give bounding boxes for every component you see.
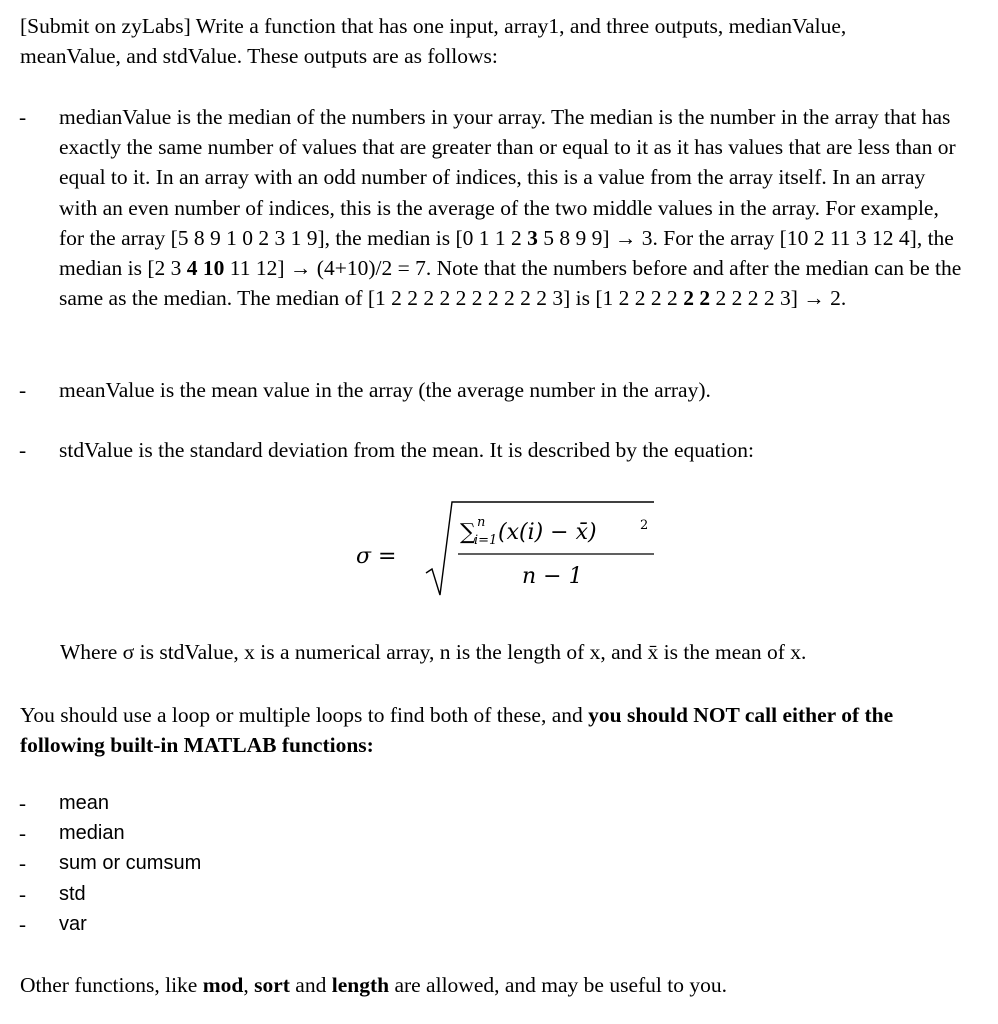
bullet-dash: - bbox=[19, 438, 27, 462]
other-bold-sort: sort bbox=[254, 973, 290, 997]
list-item bbox=[19, 788, 419, 818]
intro-paragraph bbox=[20, 11, 980, 71]
list-item bbox=[19, 879, 419, 909]
function-name: var bbox=[59, 912, 87, 935]
other-sep-2: and bbox=[289, 973, 332, 997]
summation-lower: i=1 bbox=[474, 533, 498, 548]
median-text-a: medianValue is the median of the numbers in your array. The median is the number in the array that has exactly the same number of values that are greater than or equal to it as it has values that are less than or equal to it. In an array with an odd number of indices, this is a value from the array itself. In an array with an even number of indices, this is the average of the two middle values in the array. For example, for the array [5 8 9 1 0 2 3 1 9], the median is [0 1 1 2 bbox=[59, 105, 956, 250]
list-item bbox=[19, 909, 419, 939]
intro-line-1: [Submit on zyLabs] Write a function that has one input, array1, and three outputs, medianValue, bbox=[20, 14, 847, 38]
bullet-dash: - bbox=[19, 851, 26, 876]
mean-description: meanValue is the mean value in the array (the average number in the array). bbox=[59, 378, 711, 402]
other-functions-paragraph bbox=[20, 970, 980, 1000]
median-description bbox=[59, 102, 964, 313]
summation-upper: n bbox=[477, 515, 486, 530]
equation-lhs: σ = bbox=[356, 544, 397, 569]
where-paragraph: Where σ is stdValue, x is a numerical array, n is the length of x, and x̄ is the mean of x. bbox=[60, 640, 807, 664]
function-name: std bbox=[59, 882, 86, 905]
function-name: median bbox=[59, 822, 125, 845]
list-item bbox=[19, 818, 419, 848]
loops-text: You should use a loop or multiple loops to find both of these, and bbox=[20, 703, 589, 727]
loops-bold: you should NOT call either of the following built-in MATLAB functions: bbox=[20, 703, 894, 758]
median-text-b: 5 8 9 9] → 3. For the array [10 2 11 3 12 4], the median is [2 3 bbox=[59, 225, 954, 281]
median-bold-3: 2 2 bbox=[683, 286, 711, 311]
intro-line-2: meanValue, and stdValue. These outputs are as follows: bbox=[20, 44, 498, 69]
list-item bbox=[19, 848, 419, 878]
bullet-dash: - bbox=[19, 881, 26, 906]
bullet-dash: - bbox=[19, 911, 26, 936]
other-text-b: are allowed, and may be useful to you. bbox=[389, 973, 727, 997]
std-description: stdValue is the standard deviation from the mean. It is described by the equation: bbox=[59, 438, 754, 462]
std-equation bbox=[356, 497, 680, 607]
numerator-exponent: 2 bbox=[640, 518, 649, 533]
other-bold-length: length bbox=[331, 973, 390, 997]
function-name: mean bbox=[59, 792, 110, 814]
median-bold-2: 4 10 bbox=[186, 256, 225, 281]
loops-paragraph bbox=[20, 700, 975, 760]
numerator-expression: (x(i) − x̄) bbox=[498, 520, 597, 545]
other-bold-mod: mod bbox=[202, 973, 244, 997]
forbidden-function-list bbox=[19, 788, 419, 939]
summation-sign: ∑ bbox=[460, 520, 476, 545]
median-bold-1: 3 bbox=[527, 225, 538, 250]
bullet-dash: - bbox=[19, 791, 26, 815]
other-text-a: Other functions, like bbox=[20, 973, 203, 997]
median-text-c: 11 12] → (4+10)/2 = 7. Note that the numbers before and after the median can be the same as the median. The median of [1 2 2 2 2 2 2 2 2 2 2 3] is [1 2 2 2 2 bbox=[59, 256, 962, 311]
bullet-dash: - bbox=[19, 821, 26, 846]
other-sep-1: , bbox=[243, 973, 255, 997]
median-text-d: 2 2 2 2 3] → 2. bbox=[710, 286, 847, 311]
bullet-dash: - bbox=[19, 378, 27, 402]
std-equation-graphic bbox=[356, 497, 680, 607]
denominator-expression: n − 1 bbox=[522, 564, 583, 589]
bullet-dash: - bbox=[19, 105, 27, 129]
function-name: sum or cumsum bbox=[59, 852, 202, 875]
